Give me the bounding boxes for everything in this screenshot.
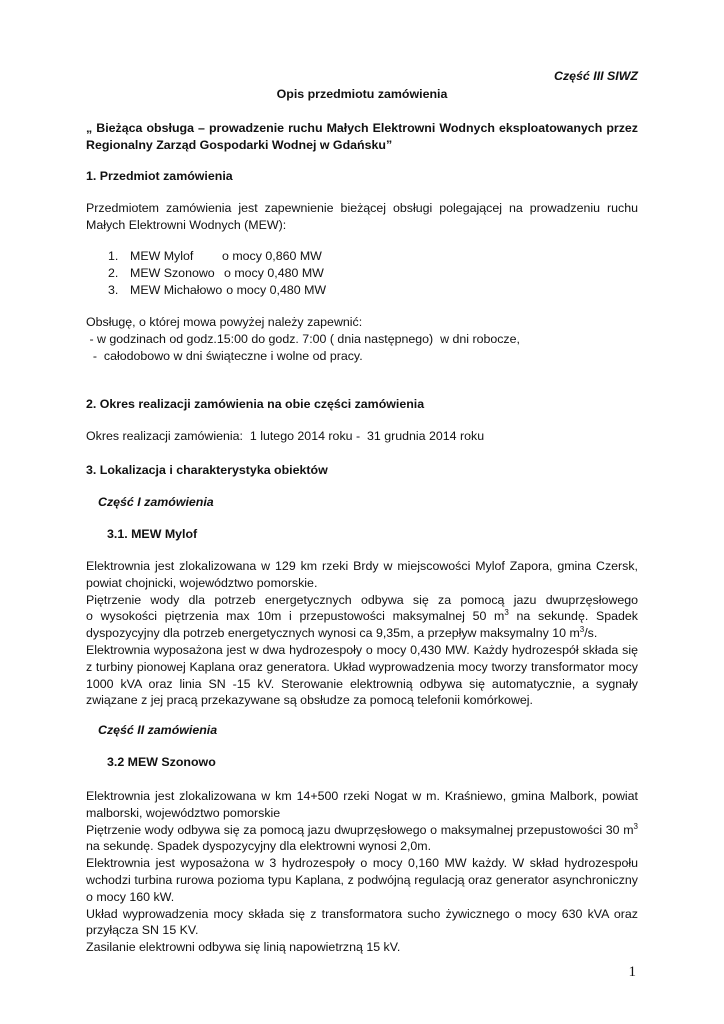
szonowo-line: wchodzi turbina rurowa pozioma typu Kaplana, z podwójną regulacją oraz generator asynchroniczny [86, 872, 638, 887]
mylof-text: o wysokości piętrzenia max 10m i przepustowości maksymalnej 50 m [86, 609, 505, 624]
page-number: 1 [628, 964, 636, 980]
mylof-line: powiat chojnicki, województwo pomorskie. [86, 575, 318, 590]
superscript: 3 [579, 625, 585, 635]
list-item-name: MEW Mylof [130, 249, 194, 263]
szonowo-line: Elektrownia jest zlokalizowana w km 14+500 rzeki Nogat w m. Kraśniewo, gmina Malbork, powiat [86, 789, 638, 803]
list-item-number: 1. [108, 249, 119, 263]
mylof-line [86, 625, 638, 642]
list-item-number: 3. [108, 283, 119, 297]
list-item [108, 248, 322, 265]
subject [86, 120, 638, 154]
section-1-heading: 1. Przedmiot zamówienia [86, 169, 233, 183]
service-line-2: - całodobowo w dni świąteczne i wolne od pracy. [86, 349, 363, 363]
subsection-3-2-heading: 3.2 MEW Szonowo [107, 755, 216, 769]
mylof-line: 1000 kVA oraz linia SN -15 kV. Sterowanie elektrownią odbywa się automatycznie, a sygnały [86, 676, 638, 691]
list-item [108, 265, 324, 282]
mylof-text: na sekundę. Spadek [508, 609, 638, 624]
page-title: Opis przedmiotu zamówienia [276, 87, 448, 101]
szonowo-line: Elektrownia jest wyposażona w 3 hydrozespoły o mocy 0,160 MW każdy. W skład hydrozespołu [86, 856, 638, 871]
szonowo-line [86, 822, 638, 839]
mylof-line: Piętrzenie wody dla potrzeb energetycznych odbywa się za pomocą jazu dwuprzęsłowego [86, 592, 638, 607]
list-item-power: o mocy 0,480 MW [226, 283, 327, 297]
mylof-description [86, 558, 638, 709]
superscript: 3 [504, 608, 509, 618]
subject-line-1: „ Bieżąca obsługa – prowadzenie ruchu Małych Elektrowni Wodnych eksploatowanych przez [86, 121, 638, 135]
szonowo-line: na sekundę. Spadek dyspozycyjny dla elektrowni wynosi 2,0m. [86, 839, 432, 854]
szonowo-description [86, 788, 638, 956]
list-item-name: MEW Szonowo [130, 266, 215, 280]
list-item-number: 2. [108, 266, 119, 280]
list-item-power: o mocy 0,480 MW [224, 266, 324, 280]
list-item-power: o mocy 0,860 MW [222, 249, 322, 263]
szonowo-line: o mocy 160 kW. [86, 889, 175, 904]
part-label: Część III SIWZ [554, 69, 638, 83]
service-intro: Obsługę, o której mowa powyżej należy zapewnić: [86, 315, 363, 329]
szonowo-line: malborski, województwo pomorskie [86, 805, 281, 820]
mylof-line: z turbiny pionowej Kaplana oraz generatora. Układ wyprowadzenia mocy tworzy transformator mocy [86, 659, 638, 674]
mylof-line: związane z jej pracą przekazywane są obsłudze za pomocą telefonii komórkowej. [86, 693, 533, 708]
mylof-line [86, 608, 638, 625]
subsection-3-1-heading: 3.1. MEW Mylof [107, 527, 198, 541]
szonowo-text: Piętrzenie wody odbywa się za pomocą jazu dwuprzęsłowego o maksymalnej przepustowości 30 m [86, 822, 634, 837]
mylof-line: Elektrownia jest zlokalizowana w 129 km rzeki Brdy w miejscowości Mylof Zapora, gmina Czersk, [86, 559, 638, 573]
section-2-heading: 2. Okres realizacji zamówienia na obie części zamówienia [86, 397, 425, 411]
szonowo-line: Układ wyprowadzenia mocy składa się z transformatora sucho żywicznego o mocy 630 kVA oraz [86, 906, 638, 921]
szonowo-line: Zasilanie elektrowni odbywa się linią napowietrzną 15 kV. [86, 940, 401, 955]
service-line-1: - w godzinach od godz.15:00 do godz. 7:00 ( dnia następnego) w dni robocze, [86, 332, 520, 346]
mylof-line: Elektrownia wyposażona jest w dwa hydrozespoły o mocy 0,430 MW. Każdy hydrozespół składa się [86, 642, 638, 657]
superscript: 3 [633, 821, 638, 831]
intro-line-2: Małych Elektrowni Wodnych (MEW): [86, 217, 287, 232]
intro-line-1: Przedmiotem zamówienia jest zapewnienie bieżącej obsługi polegającej na prowadzeniu ruchu [86, 201, 638, 215]
szonowo-line: przyłącza SN 15 KV. [86, 923, 199, 938]
list-item-name: MEW Michałowo [130, 283, 223, 297]
mylof-text: dyspozycyjny dla potrzeb energetycznych wynosi ca 9,35m, a przepływ maksymalny 10 m [86, 626, 580, 641]
section-2-text: Okres realizacji zamówienia: 1 lutego 2014 roku - 31 grudnia 2014 roku [86, 429, 485, 443]
section-3-heading: 3. Lokalizacja i charakterystyka obiektów [86, 463, 328, 477]
mylof-text: /s. [584, 626, 598, 641]
list-item [108, 282, 326, 299]
part-2-label: Część II zamówienia [98, 723, 218, 737]
section-1-intro [86, 200, 638, 234]
part-1-label: Część I zamówienia [98, 495, 214, 509]
subject-line-2: Regionalny Zarząd Gospodarki Wodnej w Gdańsku” [86, 137, 393, 152]
